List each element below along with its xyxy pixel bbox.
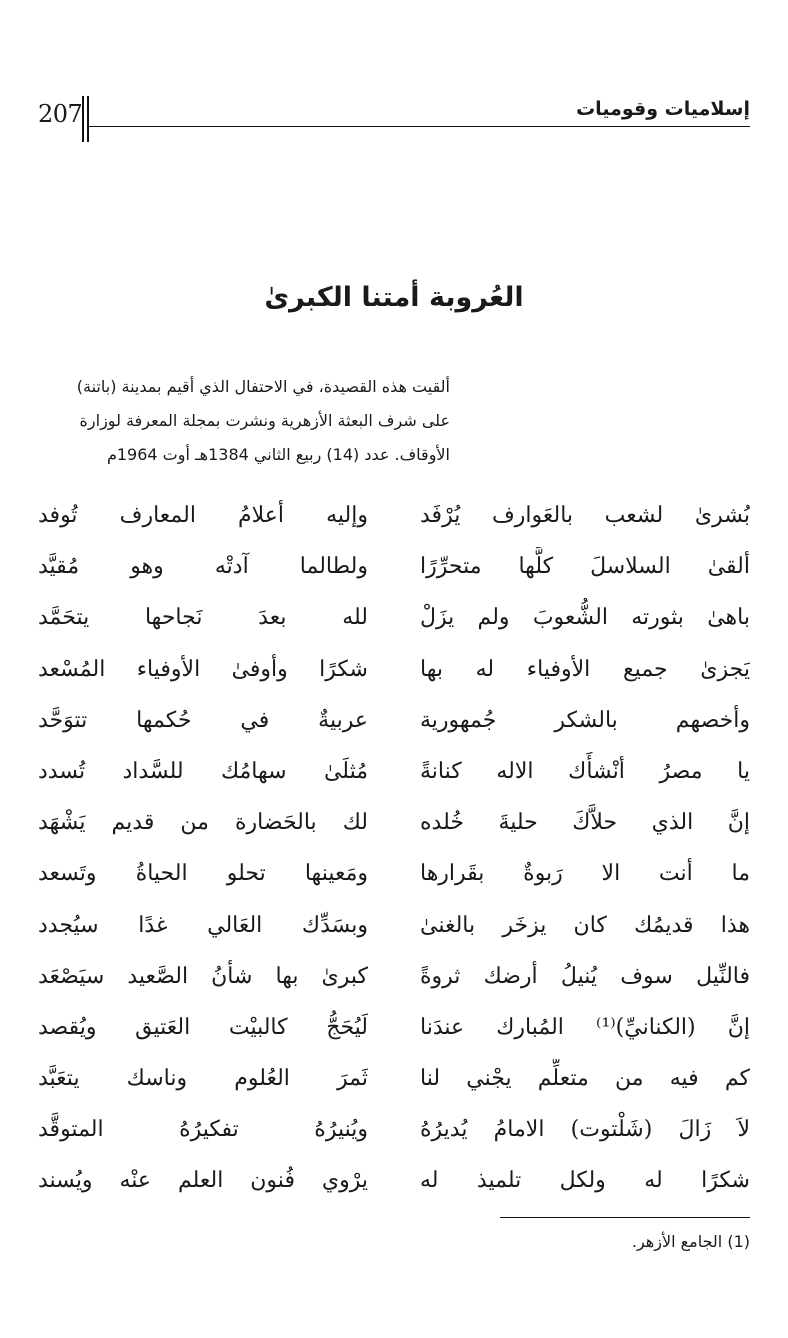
verse-second-hemistich: لك بالحَضارة من قديم يَشْهَد (38, 810, 368, 836)
verse-first-hemistich: إنَّ (الكنانيِّ)⁽¹⁾ المُبارك عندَنا (420, 1014, 750, 1040)
header-vertical-rule (82, 96, 84, 142)
verse-second-hemistich: مُثلَىٰ سهامُك للسَّداد تُسدد (38, 758, 368, 784)
verse-second-hemistich: كبرىٰ بها شأنُ الصَّعيد سيَصْعَد (38, 963, 368, 989)
verse-first-hemistich: بُشرىٰ لشعب بالعَوارف يُرْفَد (420, 503, 750, 528)
verse-second-hemistich: لَيُحَجُّ كالبيْت العَتيق ويُقصد (38, 1014, 368, 1040)
verse-first-hemistich: يا مصرُ أنْشأَك الاله كنانةً (420, 758, 750, 784)
page-number: 207 (38, 100, 83, 128)
verse-first-hemistich: كم فيه من متعلِّم يجْني لنا (420, 1066, 750, 1092)
verse-second-hemistich: شكرًا وأوفىٰ الأوفياء المُسْعد (38, 656, 368, 682)
verse-first-hemistich: ألقىٰ السلاسلَ كلَّها متحرِّرًا (420, 554, 750, 580)
verse-first-hemistich: يَجزىٰ جميع الأوفياء له بها (420, 656, 750, 682)
verse-first-hemistich: هذا قديمُك كان يزخَر بالغنىٰ (420, 912, 750, 938)
intro-line: الأوقاف. عدد (14) ربيع الثاني 1384هـ أوت 1964م (106, 445, 450, 464)
intro-line: على شرف البعثة الأزهرية ونشرت بمجلة المعرفة لوزارة (79, 411, 450, 430)
poem-intro (38, 370, 450, 472)
verse-second-hemistich: وبسَدِّك العَالي غدًا سيُجدد (38, 912, 368, 938)
verse-row (38, 1161, 750, 1212)
verse-first-hemistich: باهىٰ بثورته الشُّعوبَ ولم يزَلْ (420, 605, 750, 631)
verse-first-hemistich: إنَّ الذي حلاَّكَ حليةَ خُلده (420, 810, 750, 836)
header-vertical-rule (87, 96, 89, 142)
verse-second-hemistich: لله بعدَ نَجاحها يتحَمَّد (38, 605, 368, 631)
intro-line: ألقيت هذه القصيدة، في الاحتفال الذي أقيم بمدينة (باتنة) (76, 377, 450, 396)
page-header (38, 96, 750, 126)
verse-row (38, 854, 750, 905)
verse-first-hemistich: ما أنت الا رَبوةٌ بقَرارها (420, 861, 750, 887)
verse-row (38, 1008, 750, 1059)
running-title: إسلاميات وقوميات (576, 98, 750, 120)
verse-second-hemistich: ومَعينها تحلو الحياةُ وتَسعد (38, 861, 368, 887)
verse-list (38, 496, 750, 1213)
verse-row (38, 1059, 750, 1110)
verse-row (38, 906, 750, 957)
verse-first-hemistich: لاَ زَالَ (شَلْتوت) الامامُ يُديرُهُ (420, 1117, 750, 1143)
verse-row (38, 701, 750, 752)
verse-second-hemistich: ولطالما آدتْه وهو مُقيَّد (38, 554, 368, 580)
verse-second-hemistich: ويُنيرُهُ تفكيرُهُ المتوقَّد (38, 1117, 368, 1143)
verse-row (38, 598, 750, 649)
verse-first-hemistich: شكرًا له ولكل تلميذ له (420, 1168, 750, 1194)
header-rule (89, 126, 750, 127)
verse-row (38, 803, 750, 854)
footnote: (1) الجامع الأزهر. (631, 1232, 750, 1251)
verse-row (38, 650, 750, 701)
verse-row (38, 496, 750, 547)
verse-row (38, 1110, 750, 1161)
verse-second-hemistich: عربيةٌ في حُكمها تتوَحَّد (38, 707, 368, 733)
verse-row (38, 752, 750, 803)
poem-title: العُروبة أمتنا الكبرىٰ (264, 282, 524, 313)
verse-first-hemistich: وأخصهم بالشكر جُمهورية (420, 707, 750, 733)
verse-second-hemistich: يرْوي فُنون العلم عنْه ويُسند (38, 1168, 368, 1194)
verse-first-hemistich: فالنِّيل سوف يُنيلُ أرضك ثروةً (420, 963, 750, 989)
footnote-rule (500, 1217, 750, 1218)
verse-row (38, 957, 750, 1008)
verse-second-hemistich: ثَمرَ العُلوم وناسك يتعَبَّد (38, 1066, 368, 1092)
verse-second-hemistich: وإليه أعلامُ المعارف تُوفد (38, 503, 368, 528)
verse-row (38, 547, 750, 598)
